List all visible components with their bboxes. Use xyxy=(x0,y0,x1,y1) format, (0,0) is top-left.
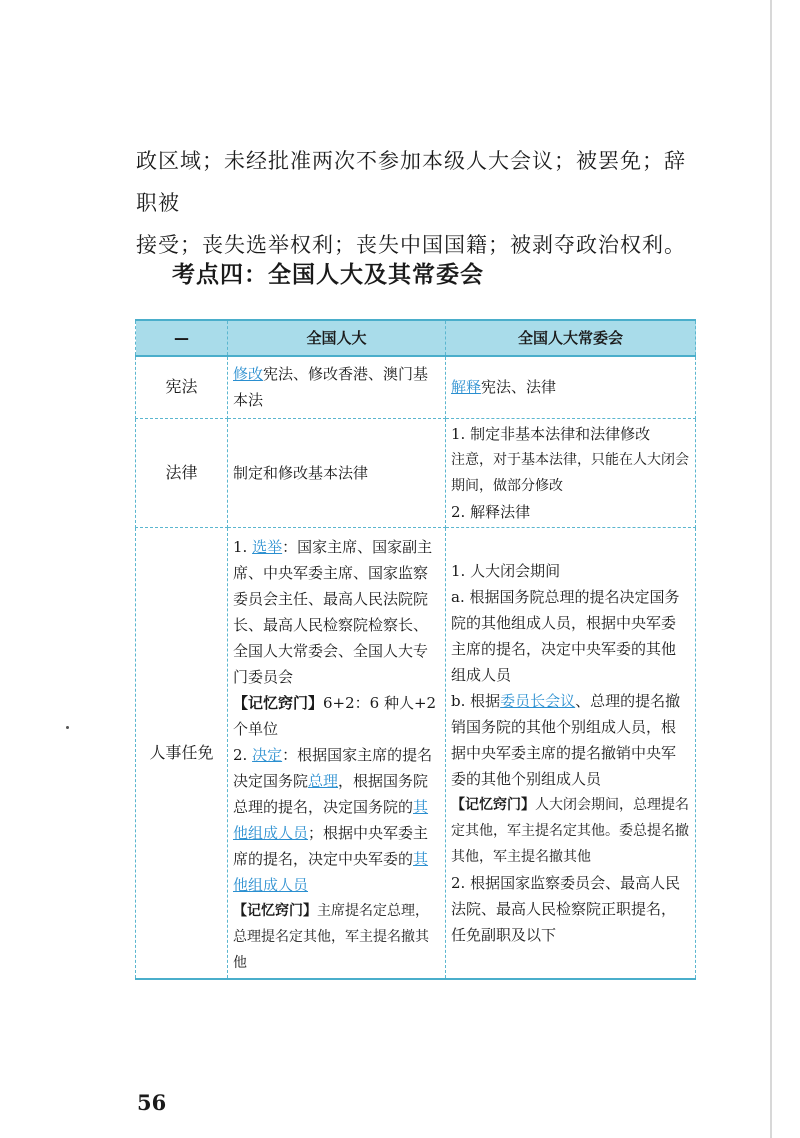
page-edge xyxy=(770,0,772,1138)
memory-tip xyxy=(233,690,440,742)
tip-label: 【记忆窍门】 xyxy=(233,902,317,919)
cell-text: 2. 根据国家监察委员会、最高人民法院、最高人民检察院正职提名，任免副职及以下 xyxy=(451,873,681,944)
row-label-personnel: 人事任免 xyxy=(136,527,228,979)
cell-npc-law: 制定和修改基本法律 xyxy=(228,418,446,527)
highlight-term: 其他组成人员 xyxy=(233,849,429,894)
highlight-term: 决定 xyxy=(252,745,283,764)
cell-text: ：国家主席、国家副主席、中央军委主席、国家监察委员会主任、最高人民法院院长、最高人民检察院检察长、全国人大常委会、全国人大专门委员会 xyxy=(233,537,433,686)
cell-note: 注意，对于基本法律，只能在人大闭会期间，做部分修改 xyxy=(451,451,689,494)
cell-npc-constitution xyxy=(228,356,446,418)
cell-text xyxy=(451,688,690,792)
cell-text: b. 根据 xyxy=(451,691,501,710)
highlight-term: 其他组成人员 xyxy=(233,797,429,842)
cell-npc-personnel xyxy=(228,527,446,979)
tip-text: 人大闭会期间，总理提名定其他，军主提名定其他。委总提名撤其他，军主提名撤其他 xyxy=(451,796,689,865)
intro-paragraph xyxy=(136,140,696,266)
row-label-constitution: 宪法 xyxy=(136,356,228,418)
cell-text: ，根据国务院总理的提名，决定国务院的 xyxy=(233,771,429,816)
highlight-term: 委员长会议 xyxy=(500,691,576,710)
table-row-law xyxy=(136,418,696,527)
table-header-row xyxy=(136,320,696,356)
table-row-constitution xyxy=(136,356,696,418)
cell-text: 宪法、修改香港、澳门基本法 xyxy=(233,365,429,410)
tip-text: 主席提名定总理，总理提名定其他，军主提名撤其他 xyxy=(233,902,429,971)
header-blank: — xyxy=(136,320,228,356)
cell-sc-law xyxy=(446,418,696,527)
row-label-law: 法律 xyxy=(136,418,228,527)
cell-text: a. 根据国务院总理的提名决定国务院的其他组成人员，根据中央军委主席的提名，决定中央军委的其他组成人员 xyxy=(451,587,680,684)
cell-text: 2. 解释法律 xyxy=(451,502,531,521)
cell-text: 宪法、法律 xyxy=(481,378,557,397)
header-npc: 全国人大 xyxy=(228,320,446,356)
highlight-term: 修改 xyxy=(233,365,264,384)
cell-text: ；根据中央军委主席的提名，决定中央军委的 xyxy=(233,823,429,868)
scan-speck xyxy=(66,726,69,729)
intro-line-2: 接受；丧失选举权利；丧失中国国籍；被剥夺政治权利。 xyxy=(136,233,686,257)
cell-sc-personnel xyxy=(446,527,696,979)
intro-line-1: 政区域；未经批准两次不参加本级人大会议；被罢免；辞职被 xyxy=(136,149,686,215)
cell-text: 1. xyxy=(233,537,253,556)
cell-sc-constitution xyxy=(446,356,696,418)
cell-text: 1. 制定非基本法律和法律修改 xyxy=(451,424,651,443)
tip-text: 6+2：6 种人+2 个单位 xyxy=(233,693,437,738)
memory-tip xyxy=(451,792,690,870)
highlight-term: 解释 xyxy=(451,378,482,397)
memory-tip xyxy=(233,898,440,976)
comparison-table xyxy=(135,319,696,980)
cell-text: 2. xyxy=(233,745,253,764)
highlight-term: 总理 xyxy=(308,771,339,790)
page-number: 56 xyxy=(137,1090,167,1115)
tip-label: 【记忆窍门】 xyxy=(451,796,535,813)
section-title: 考点四：全国人大及其常委会 xyxy=(172,262,484,288)
table-row-personnel xyxy=(136,527,696,979)
cell-text: 1. 人大闭会期间 xyxy=(451,561,561,580)
tip-label: 【记忆窍门】 xyxy=(233,693,324,712)
cell-text: ：根据国家主席的提名决定国务院 xyxy=(233,745,433,790)
highlight-term: 选举 xyxy=(252,537,283,556)
header-standing-committee: 全国人大常委会 xyxy=(446,320,696,356)
cell-text: 、总理的提名撤销国务院的其他个别组成人员，根据中央军委主席的提名撤销中央军委的其他个别组成人员 xyxy=(451,691,681,788)
